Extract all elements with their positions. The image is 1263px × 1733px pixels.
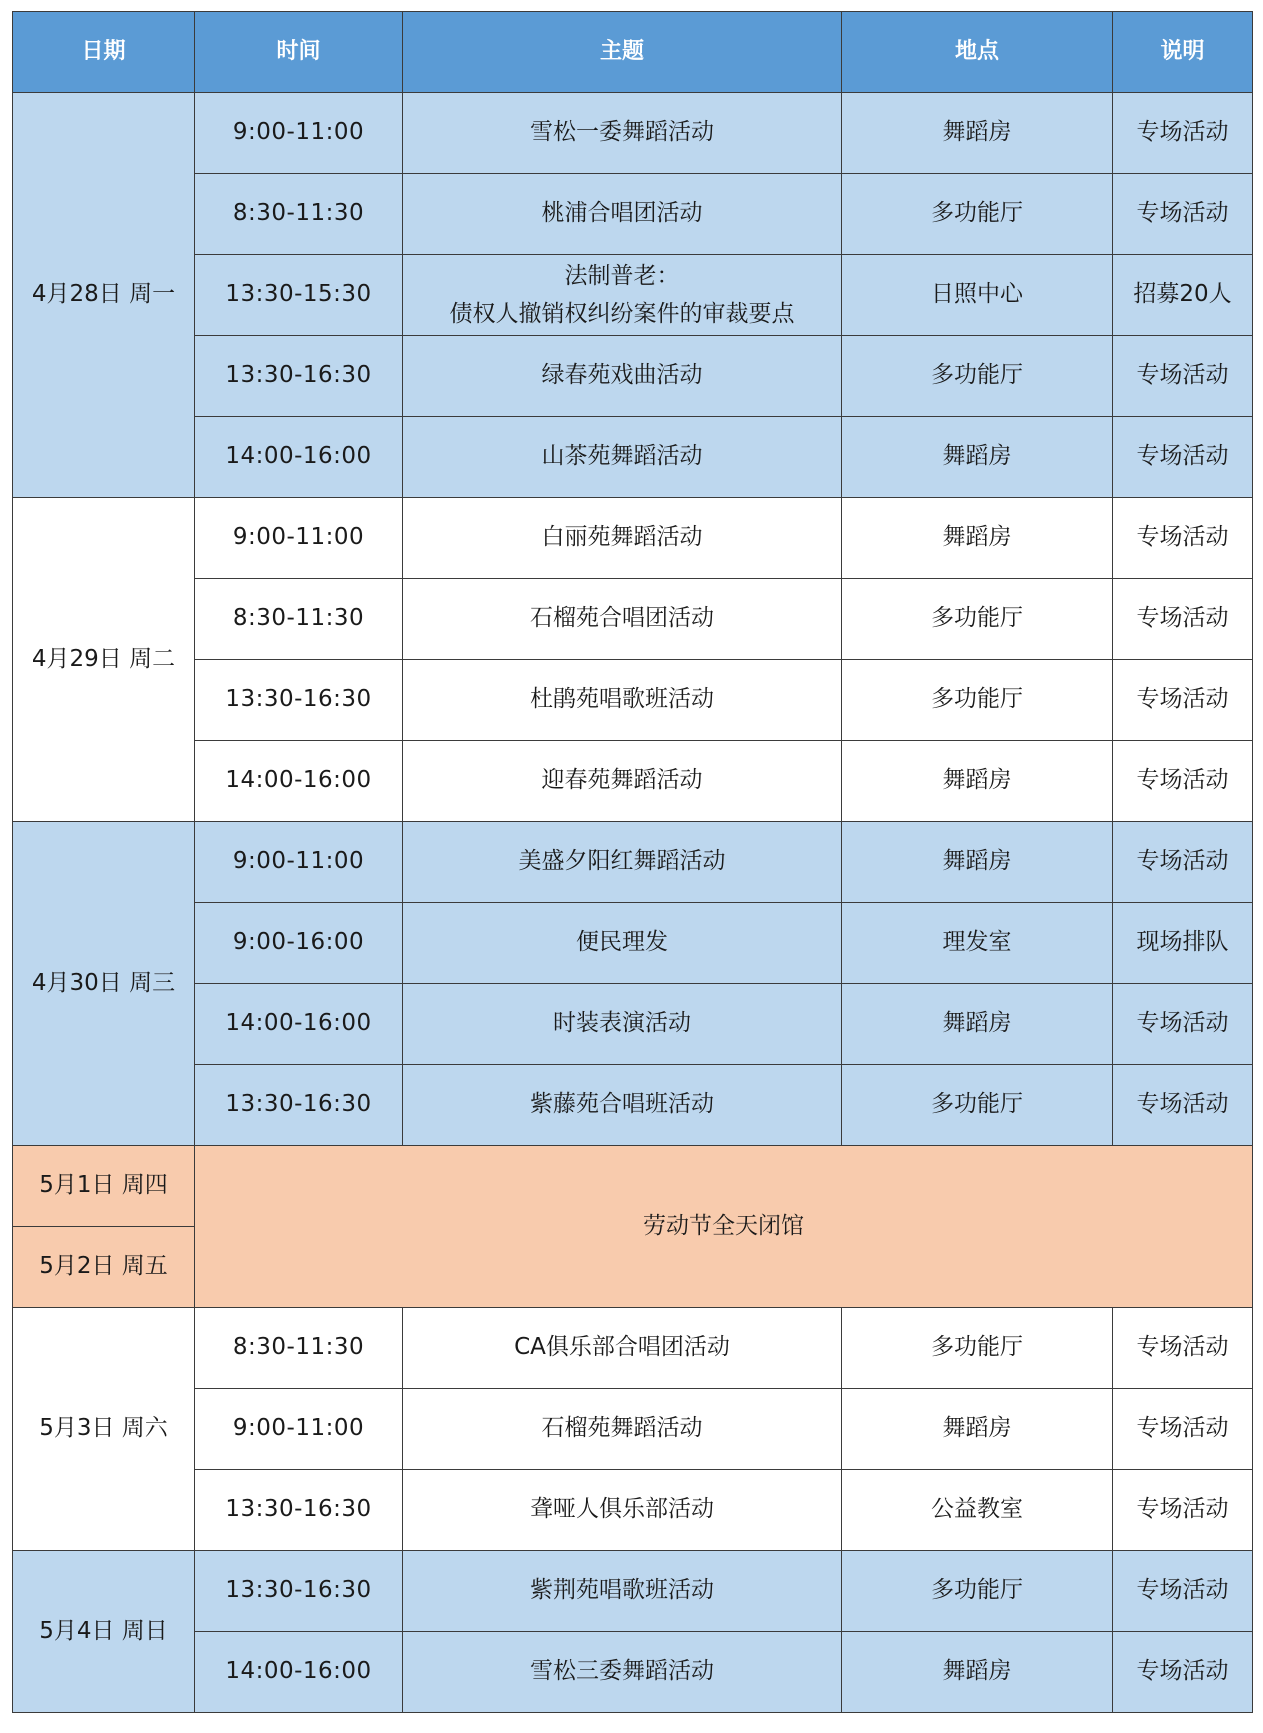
table-row: [13, 1470, 1253, 1551]
place-cell: 舞蹈房: [842, 984, 1113, 1065]
topic-cell: 桃浦合唱团活动: [403, 174, 842, 255]
table-row: [13, 741, 1253, 822]
time-cell: 13:30-16:30: [195, 660, 403, 741]
place-cell: 舞蹈房: [842, 822, 1113, 903]
topic-cell: 绿春苑戏曲活动: [403, 336, 842, 417]
note-cell: 专场活动: [1113, 93, 1253, 174]
topic-cell: 迎春苑舞蹈活动: [403, 741, 842, 822]
table-row: [13, 174, 1253, 255]
place-cell: 多功能厅: [842, 336, 1113, 417]
date-cell: 5月4日 周日: [13, 1551, 195, 1713]
topic-cell: [403, 255, 842, 336]
place-cell: 多功能厅: [842, 174, 1113, 255]
topic-cell: CA俱乐部合唱团活动: [403, 1308, 842, 1389]
header-note: 说明: [1113, 12, 1253, 93]
note-cell: 专场活动: [1113, 336, 1253, 417]
topic-cell: 聋哑人俱乐部活动: [403, 1470, 842, 1551]
time-cell: 8:30-11:30: [195, 174, 403, 255]
place-cell: 舞蹈房: [842, 741, 1113, 822]
time-cell: 14:00-16:00: [195, 984, 403, 1065]
schedule-table: [12, 11, 1253, 1713]
place-cell: 公益教室: [842, 1470, 1113, 1551]
topic-line-1: 法制普老：: [564, 263, 680, 289]
table-row: [13, 984, 1253, 1065]
topic-cell: 石榴苑舞蹈活动: [403, 1389, 842, 1470]
table-row: [13, 336, 1253, 417]
date-cell: 4月28日 周一: [13, 93, 195, 498]
table-row: [13, 1551, 1253, 1632]
table-row: [13, 903, 1253, 984]
note-cell: 专场活动: [1113, 822, 1253, 903]
time-cell: 14:00-16:00: [195, 417, 403, 498]
table-row: [13, 1389, 1253, 1470]
topic-cell: 美盛夕阳红舞蹈活动: [403, 822, 842, 903]
time-cell: 13:30-16:30: [195, 336, 403, 417]
table-row: [13, 255, 1253, 336]
header-date: 日期: [13, 12, 195, 93]
holiday-notice: 劳动节全天闭馆: [195, 1146, 1253, 1308]
note-cell: 专场活动: [1113, 984, 1253, 1065]
note-cell: 专场活动: [1113, 1389, 1253, 1470]
time-cell: 9:00-11:00: [195, 93, 403, 174]
time-cell: 13:30-16:30: [195, 1470, 403, 1551]
topic-line-2: 债权人撤销权纠纷案件的审裁要点: [449, 301, 795, 327]
note-cell: 招募20人: [1113, 255, 1253, 336]
note-cell: 专场活动: [1113, 174, 1253, 255]
note-cell: 专场活动: [1113, 1065, 1253, 1146]
topic-cell: 山茶苑舞蹈活动: [403, 417, 842, 498]
place-cell: 理发室: [842, 903, 1113, 984]
table-row: [13, 660, 1253, 741]
topic-cell: 雪松一委舞蹈活动: [403, 93, 842, 174]
date-cell: 4月30日 周三: [13, 822, 195, 1146]
table-row: [13, 579, 1253, 660]
topic-cell: 石榴苑合唱团活动: [403, 579, 842, 660]
header-topic: 主题: [403, 12, 842, 93]
note-cell: 专场活动: [1113, 579, 1253, 660]
table-row: [13, 1308, 1253, 1389]
time-cell: 8:30-11:30: [195, 1308, 403, 1389]
place-cell: 多功能厅: [842, 1308, 1113, 1389]
time-cell: 9:00-11:00: [195, 822, 403, 903]
note-cell: 现场排队: [1113, 903, 1253, 984]
place-cell: 日照中心: [842, 255, 1113, 336]
holiday-row: [13, 1146, 1253, 1227]
time-cell: 13:30-16:30: [195, 1551, 403, 1632]
topic-cell: 杜鹃苑唱歌班活动: [403, 660, 842, 741]
place-cell: 多功能厅: [842, 660, 1113, 741]
table-row: [13, 93, 1253, 174]
time-cell: 14:00-16:00: [195, 741, 403, 822]
table-row: [13, 417, 1253, 498]
time-cell: 13:30-16:30: [195, 1065, 403, 1146]
note-cell: 专场活动: [1113, 1632, 1253, 1713]
place-cell: 舞蹈房: [842, 498, 1113, 579]
time-cell: 13:30-15:30: [195, 255, 403, 336]
time-cell: 14:00-16:00: [195, 1632, 403, 1713]
place-cell: 舞蹈房: [842, 1389, 1113, 1470]
place-cell: 舞蹈房: [842, 1632, 1113, 1713]
note-cell: 专场活动: [1113, 1470, 1253, 1551]
table-row: [13, 498, 1253, 579]
topic-cell: 雪松三委舞蹈活动: [403, 1632, 842, 1713]
header-row: [13, 12, 1253, 93]
note-cell: 专场活动: [1113, 1308, 1253, 1389]
header-time: 时间: [195, 12, 403, 93]
place-cell: 多功能厅: [842, 1065, 1113, 1146]
place-cell: 多功能厅: [842, 1551, 1113, 1632]
time-cell: 9:00-16:00: [195, 903, 403, 984]
date-cell: 4月29日 周二: [13, 498, 195, 822]
note-cell: 专场活动: [1113, 1551, 1253, 1632]
time-cell: 9:00-11:00: [195, 498, 403, 579]
date-cell: 5月3日 周六: [13, 1308, 195, 1551]
topic-cell: 紫荆苑唱歌班活动: [403, 1551, 842, 1632]
topic-cell: 紫藤苑合唱班活动: [403, 1065, 842, 1146]
note-cell: 专场活动: [1113, 660, 1253, 741]
header-place: 地点: [842, 12, 1113, 93]
note-cell: 专场活动: [1113, 498, 1253, 579]
place-cell: 舞蹈房: [842, 417, 1113, 498]
date-cell: 5月2日 周五: [13, 1227, 195, 1308]
time-cell: 9:00-11:00: [195, 1389, 403, 1470]
topic-cell: 时装表演活动: [403, 984, 842, 1065]
topic-cell: 白丽苑舞蹈活动: [403, 498, 842, 579]
topic-cell: 便民理发: [403, 903, 842, 984]
place-cell: 多功能厅: [842, 579, 1113, 660]
note-cell: 专场活动: [1113, 741, 1253, 822]
date-cell: 5月1日 周四: [13, 1146, 195, 1227]
schedule-wrapper: [12, 11, 1253, 1713]
time-cell: 8:30-11:30: [195, 579, 403, 660]
table-row: [13, 1632, 1253, 1713]
table-row: [13, 1065, 1253, 1146]
note-cell: 专场活动: [1113, 417, 1253, 498]
place-cell: 舞蹈房: [842, 93, 1113, 174]
table-row: [13, 822, 1253, 903]
